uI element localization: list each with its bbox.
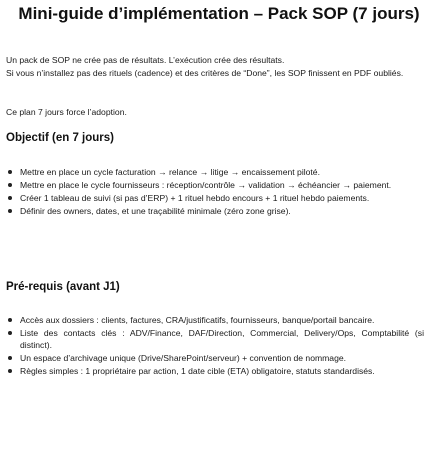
list-item-text: Accès aux dossiers : clients, factures, CRA/justificatifs, fournisseurs, banque/portail bancaire.: [20, 315, 375, 325]
list-item-text: Mettre en place un cycle facturation → relance → litige → encaissement piloté.: [20, 167, 320, 177]
bullet-dot-icon: [8, 318, 12, 322]
intro-line-2: Si vous n’installez pas des rituels (cadence) et des critères de “Done”, les SOP finissent en PDF oubliés.: [6, 67, 404, 78]
list-item-text: Définir des owners, dates, et une traçabilité minimale (zéro zone grise).: [20, 206, 291, 216]
list-item: [6, 327, 424, 351]
list-item: [6, 352, 424, 364]
list-item-text: Créer 1 tableau de suivi (si pas d’ERP) + 1 rituel hebdo encours + 1 rituel hebdo paiements.: [20, 193, 370, 203]
list-item-text: Mettre en place le cycle fournisseurs : réception/contrôle → validation → échéancier → paiement.: [20, 180, 392, 190]
page-title: Mini-guide d’implémentation – Pack SOP (7 jours): [18, 4, 420, 23]
intro-plan-sentence: Ce plan 7 jours force l’adoption.: [6, 107, 127, 117]
objectif-list: [6, 166, 424, 218]
list-item-text: Liste des contacts clés : ADV/Finance, DAF/Direction, Commercial, Delivery/Ops, Comptabilité (si distinct).: [20, 328, 424, 350]
bullet-dot-icon: [8, 183, 12, 187]
list-item: [6, 365, 424, 377]
bullet-dot-icon: [8, 331, 12, 335]
list-item: [6, 314, 424, 326]
list-item-text: Règles simples : 1 propriétaire par action, 1 date cible (ETA) obligatoire, statuts standardisés.: [20, 366, 375, 376]
intro-paragraph: [6, 54, 426, 79]
bullet-dot-icon: [8, 196, 12, 200]
bullet-dot-icon: [8, 170, 12, 174]
section-heading-objectif: Objectif (en 7 jours): [6, 132, 114, 144]
list-item: [6, 205, 424, 217]
list-item-text: Un espace d’archivage unique (Drive/SharePoint/serveur) + convention de nommage.: [20, 353, 347, 363]
list-item: [6, 192, 424, 204]
prerequis-list: [6, 314, 424, 378]
bullet-dot-icon: [8, 356, 12, 360]
list-item: [6, 179, 424, 191]
bullet-dot-icon: [8, 369, 12, 373]
list-item: [6, 166, 424, 178]
intro-line-1: Un pack de SOP ne crée pas de résultats. L’exécution crée des résultats.: [6, 55, 285, 65]
bullet-dot-icon: [8, 209, 12, 213]
section-heading-prerequis: Pré-requis (avant J1): [6, 281, 120, 293]
